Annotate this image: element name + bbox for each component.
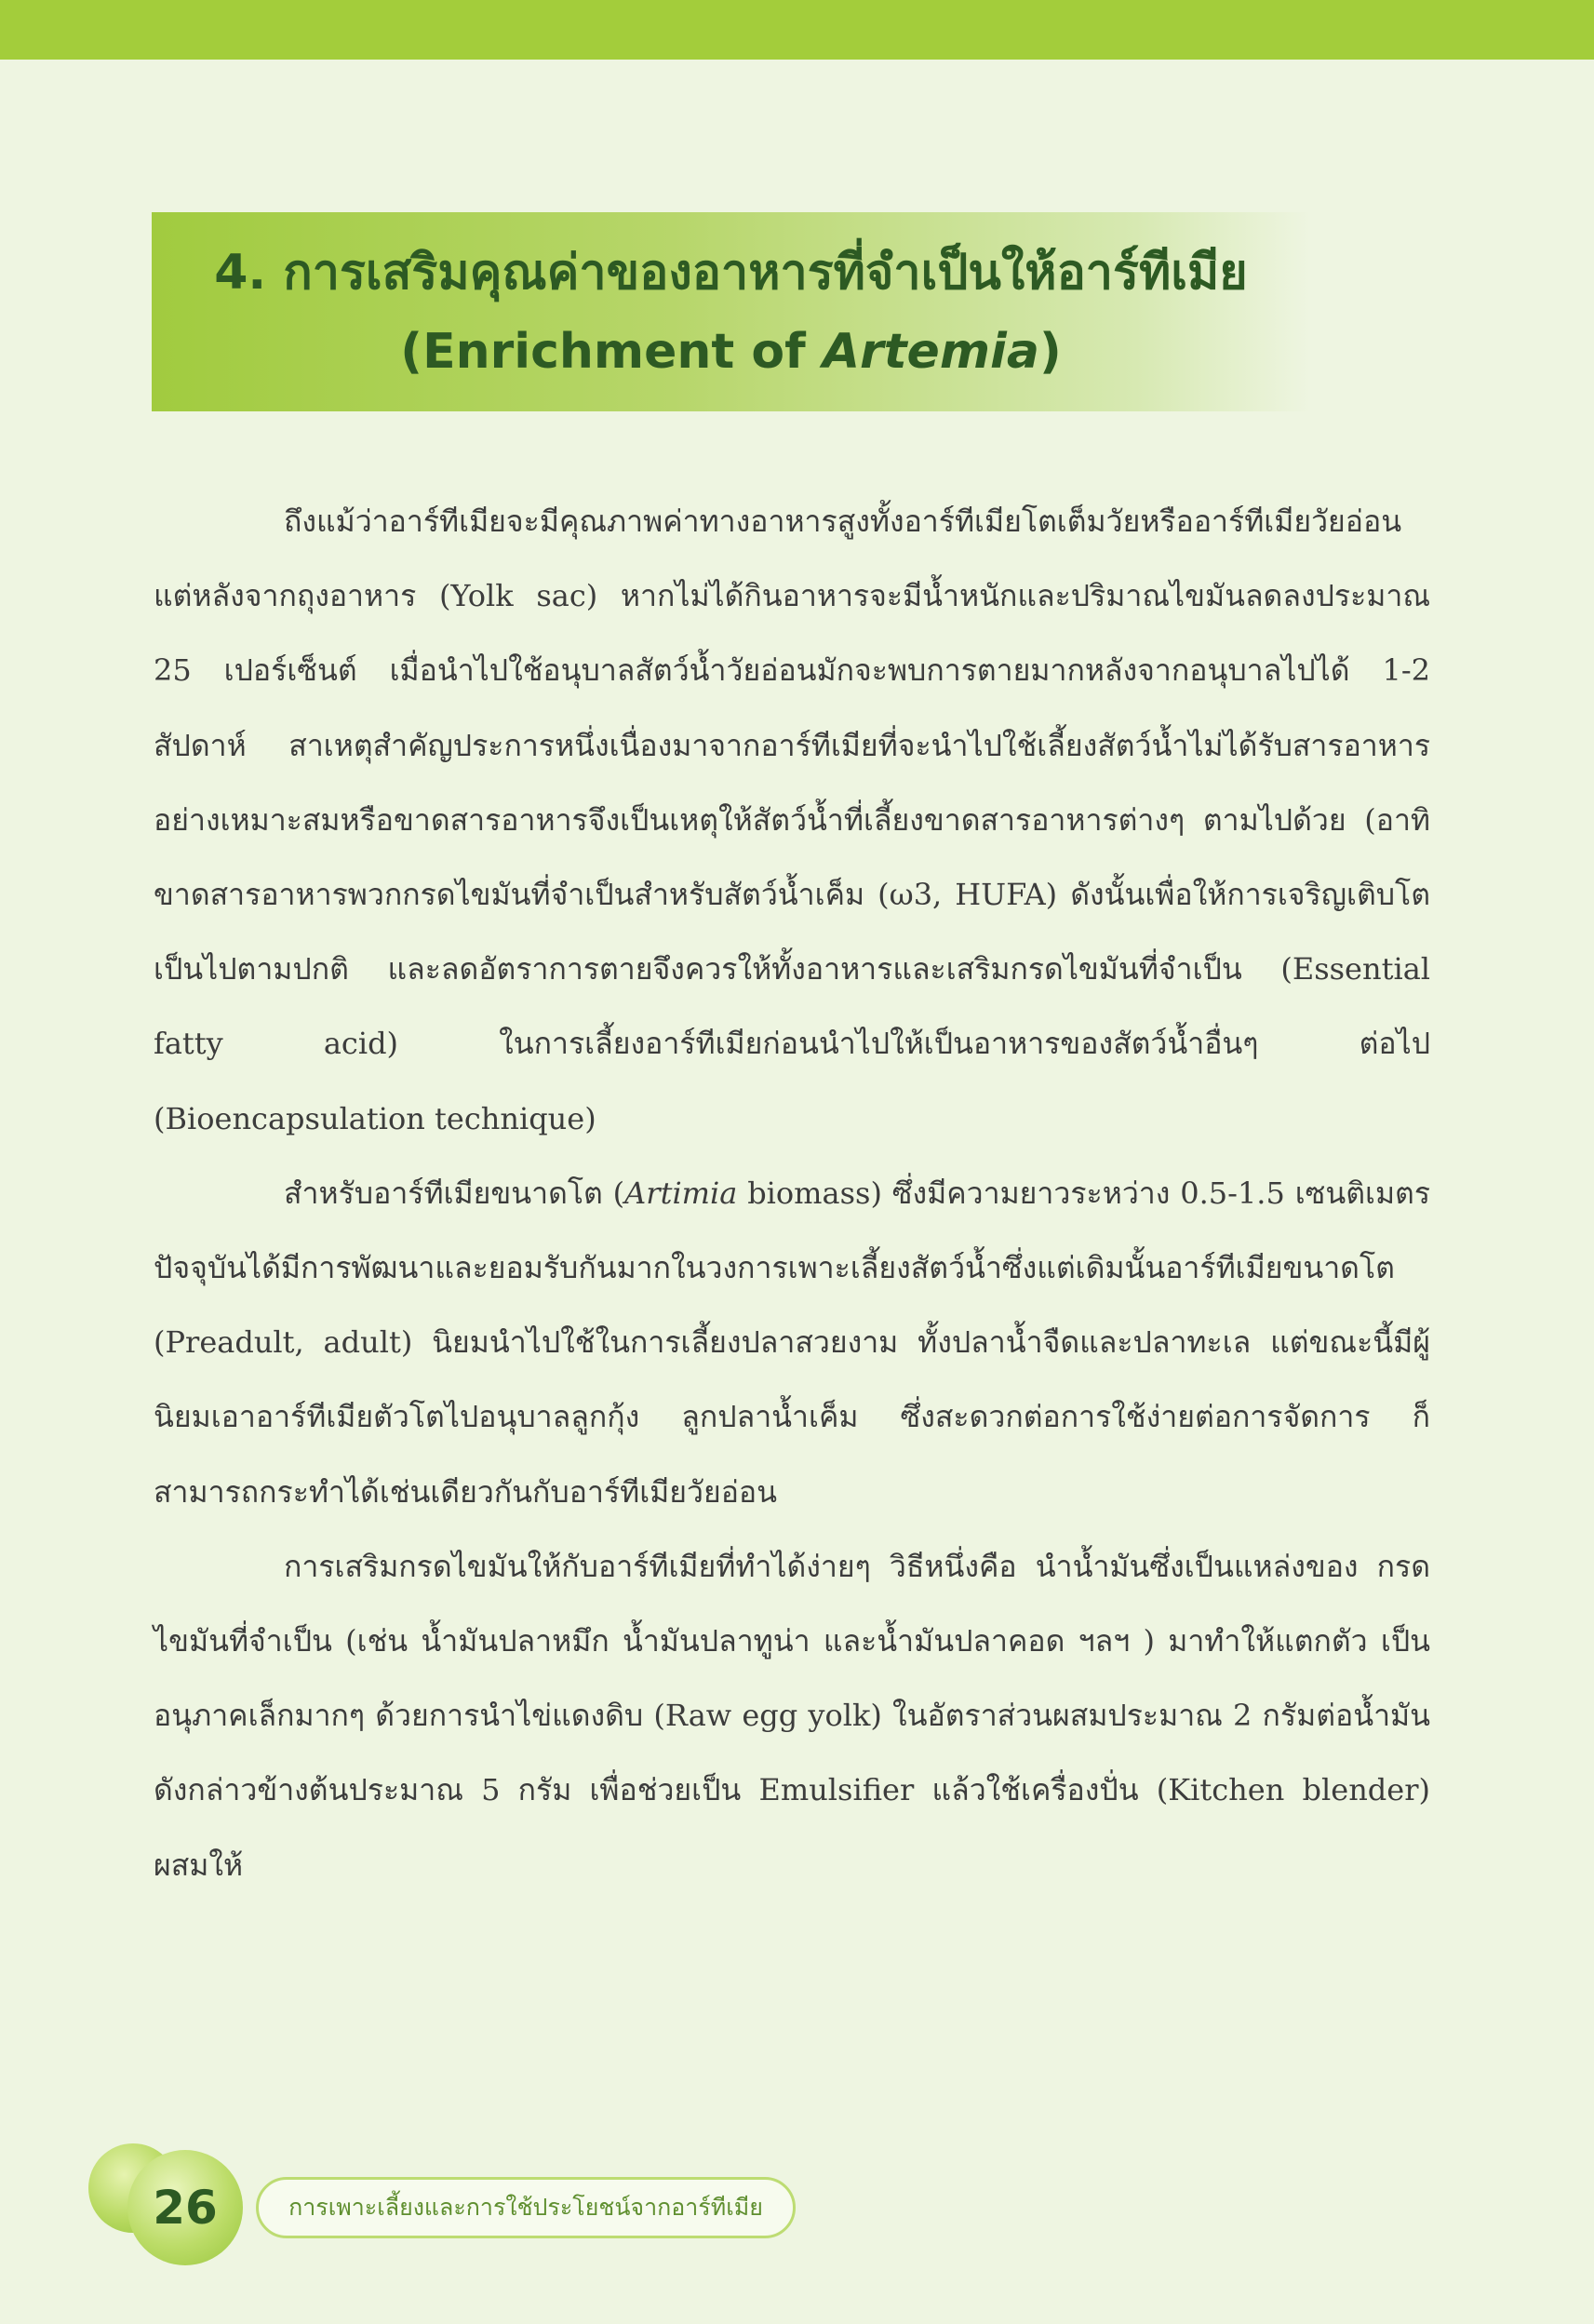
top-accent-bar xyxy=(0,0,1594,60)
section-title-banner xyxy=(152,212,1310,411)
title-english-close: ) xyxy=(1038,324,1062,380)
section-title-thai: 4. การเสริมคุณค่าของอาหารที่จำเป็นให้อาร์ทีเมีย xyxy=(214,245,1248,301)
title-english-open: (Enrichment of xyxy=(400,324,823,380)
section-title-english xyxy=(152,319,1310,384)
paragraph-2-italic-term: Artimia xyxy=(624,1175,738,1211)
body-text xyxy=(154,484,1430,1902)
paragraph-1: ถึงแม้ว่าอาร์ทีเมียจะมีคุณภาพค่าทางอาหารสูงทั้งอาร์ทีเมียโตเต็มวัยหรืออาร์ทีเมียวัยอ่อนแต่หลังจากถุงอาหาร (Yolk sac) หากไม่ได้กินอาหารจะมีน้ำหนักและปริมาณไขมันลดลงประมาณ 25 เปอร์เซ็นต์ เมื่อนำไปใช้อนุบาลสัตว์น้ำวัยอ่อนมักจะพบการตายมากหลังจากอนุบาลไปได้ 1-2 สัปดาห์ สาเหตุสำคัญประการหนึ่งเนื่องมาจากอาร์ทีเมียที่จะนำไปใช้เลี้ยงสัตว์น้ำไม่ได้รับสารอาหารอย่างเหมาะสมหรือขาดสารอาหารจึงเป็นเหตุให้สัตว์น้ำที่เลี้ยงขาดสารอาหารต่างๆ ตามไปด้วย (อาทิ ขาดสารอาหารพวกกรดไขมันที่จำเป็นสำหรับสัตว์น้ำเค็ม (ω3, HUFA) ดังนั้นเพื่อให้การเจริญเติบโตเป็นไปตามปกติ และลดอัตราการตายจึงควรให้ทั้งอาหารและเสริมกรดไขมันที่จำเป็น (Essential fatty acid) ในการเลี้ยงอาร์ทีเมียก่อนนำไปให้เป็นอาหารของสัตว์น้ำอื่นๆ ต่อไป (Bioencapsulation technique) xyxy=(154,504,1430,1136)
paragraph-3: การเสริมกรดไขมันให้กับอาร์ทีเมียที่ทำได้ง่ายๆ วิธีหนึ่งคือ นำน้ำมันซึ่งเป็นแหล่งของ กรดไขมันที่จำเป็น (เช่น น้ำมันปลาหมึก น้ำมันปลาทูน่า และน้ำมันปลาคอด ฯลฯ ) มาทำให้แตกตัว เป็นอนุภาคเล็กมากๆ ด้วยการนำไข่แดงดิบ (Raw egg yolk) ในอัตราส่วนผสมประมาณ 2 กรัมต่อน้ำมัน ดังกล่าวข้างต้นประมาณ 5 กรัม เพื่อช่วยเป็น Emulsifier แล้วใช้เครื่องปั่น (Kitchen blender) ผสมให้ xyxy=(154,1548,1430,1883)
running-footer-title: การเพาะเลี้ยงและการใช้ประโยชน์จากอาร์ทีเมีย xyxy=(256,2177,796,2238)
paragraph-2-start: สำหรับอาร์ทีเมียขนาดโต ( xyxy=(284,1175,625,1211)
paragraph-2-rest: biomass) ซึ่งมีความยาวระหว่าง 0.5-1.5 เซนติเมตร ปัจจุบันได้มีการพัฒนาและยอมรับกันมากในวงการเพาะเลี้ยงสัตว์น้ำซึ่งแต่เดิมนั้นอาร์ทีเมียขนาดโต (Preadult, adult) นิยมนำไปใช้ในการเลี้ยงปลาสวยงาม ทั้งปลาน้ำจืดและปลาทะเล แต่ขณะนี้มีผู้นิยมเอาอาร์ทีเมียตัวโตไปอนุบาลลูกกุ้ง ลูกปลาน้ำเค็ม ซึ่งสะดวกต่อการใช้ง่ายต่อการจัดการ ก็สามารถกระทำได้เช่นเดียวกันกับอาร์ทีเมียวัยอ่อน xyxy=(154,1175,1431,1510)
paragraph-2 xyxy=(154,1156,1430,1529)
page-number: 26 xyxy=(153,2181,218,2235)
title-english-italic: Artemia xyxy=(822,324,1039,380)
